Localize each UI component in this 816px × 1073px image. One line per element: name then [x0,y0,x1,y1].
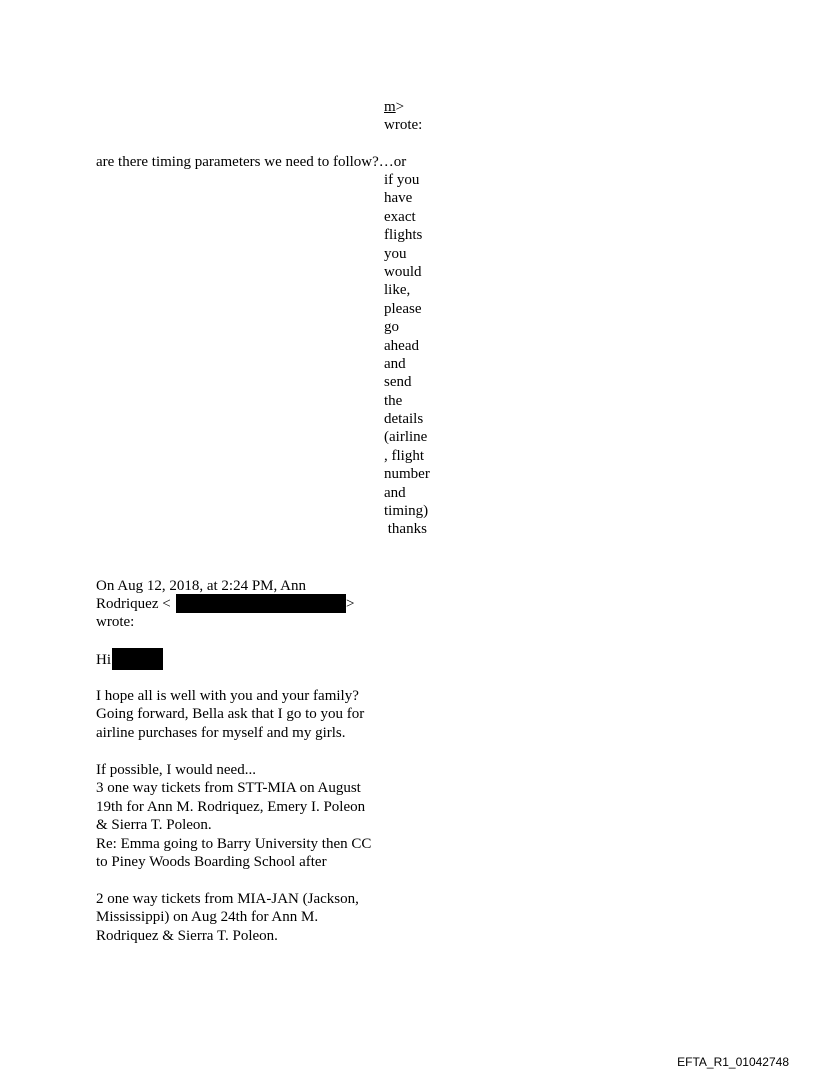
paragraph-line: & Sierra T. Poleon. [96,817,212,834]
paragraph-line: to Piney Woods Boarding School after [96,853,327,870]
reply-word: details [384,411,424,428]
paragraph-2 [96,761,371,871]
reply-word: like, [384,282,411,299]
email-link[interactable]: m [384,99,396,115]
reply-word: exact [384,208,416,225]
greeting: Hi [96,652,111,668]
reply-word: thanks [384,521,427,538]
original-header-line2-suffix: > [346,596,355,612]
reply-word: (airline [384,429,428,446]
reply-word: and [384,355,406,372]
reply-word: you [384,245,407,262]
reply-word: please [384,300,422,317]
reply-word: would [384,263,422,280]
reply-word: flights [384,227,423,244]
original-header-line1: On Aug 12, 2018, at 2:24 PM, Ann [96,578,307,594]
paragraph-line: Going forward, Bella ask that I go to you for [96,706,365,723]
paragraph-line: 2 one way tickets from MIA-JAN (Jackson, [96,891,359,907]
original-header-line2-prefix: Rodriquez < [96,596,171,612]
reply-word: send [384,374,412,391]
paragraph-3 [96,890,359,945]
paragraph-line: Re: Emma going to Barry University then CC [96,835,372,852]
paragraph-line: airline purchases for myself and my girls. [96,724,346,741]
redaction-box-email [176,594,346,613]
paragraph-line: 19th for Ann M. Rodriquez, Emery I. Poleon [96,798,366,815]
reply-word: if you [384,172,420,188]
redaction-box-name [112,648,163,670]
email-bracket: > [395,99,405,115]
reply-word: timing) [384,503,429,520]
quoted-email-fragment [384,98,404,116]
reply-word-column [384,171,430,539]
reply-word: go [384,319,399,336]
reply-word: ahead [384,337,419,354]
quoted-wrote-label: wrote: [384,117,423,133]
reply-word: have [384,190,413,207]
paragraph-1 [96,687,364,742]
reply-word: the [384,392,403,409]
reply-word: and [384,484,406,501]
reply-word: , flight [384,447,424,464]
paragraph-line: Mississippi) on Aug 24th for Ann M. [96,909,319,926]
paragraph-line: 3 one way tickets from STT-MIA on August [96,780,361,797]
paragraph-line: I hope all is well with you and your family? [96,688,359,704]
paragraph-line: Rodriquez & Sierra T. Poleon. [96,927,278,944]
document-id: EFTA_R1_01042748 [677,1055,789,1069]
original-header-line3: wrote: [96,614,135,630]
reply-first-line: are there timing parameters we need to follow?…or [96,154,407,170]
reply-word: number [384,466,430,483]
paragraph-line: If possible, I would need... [96,762,256,778]
